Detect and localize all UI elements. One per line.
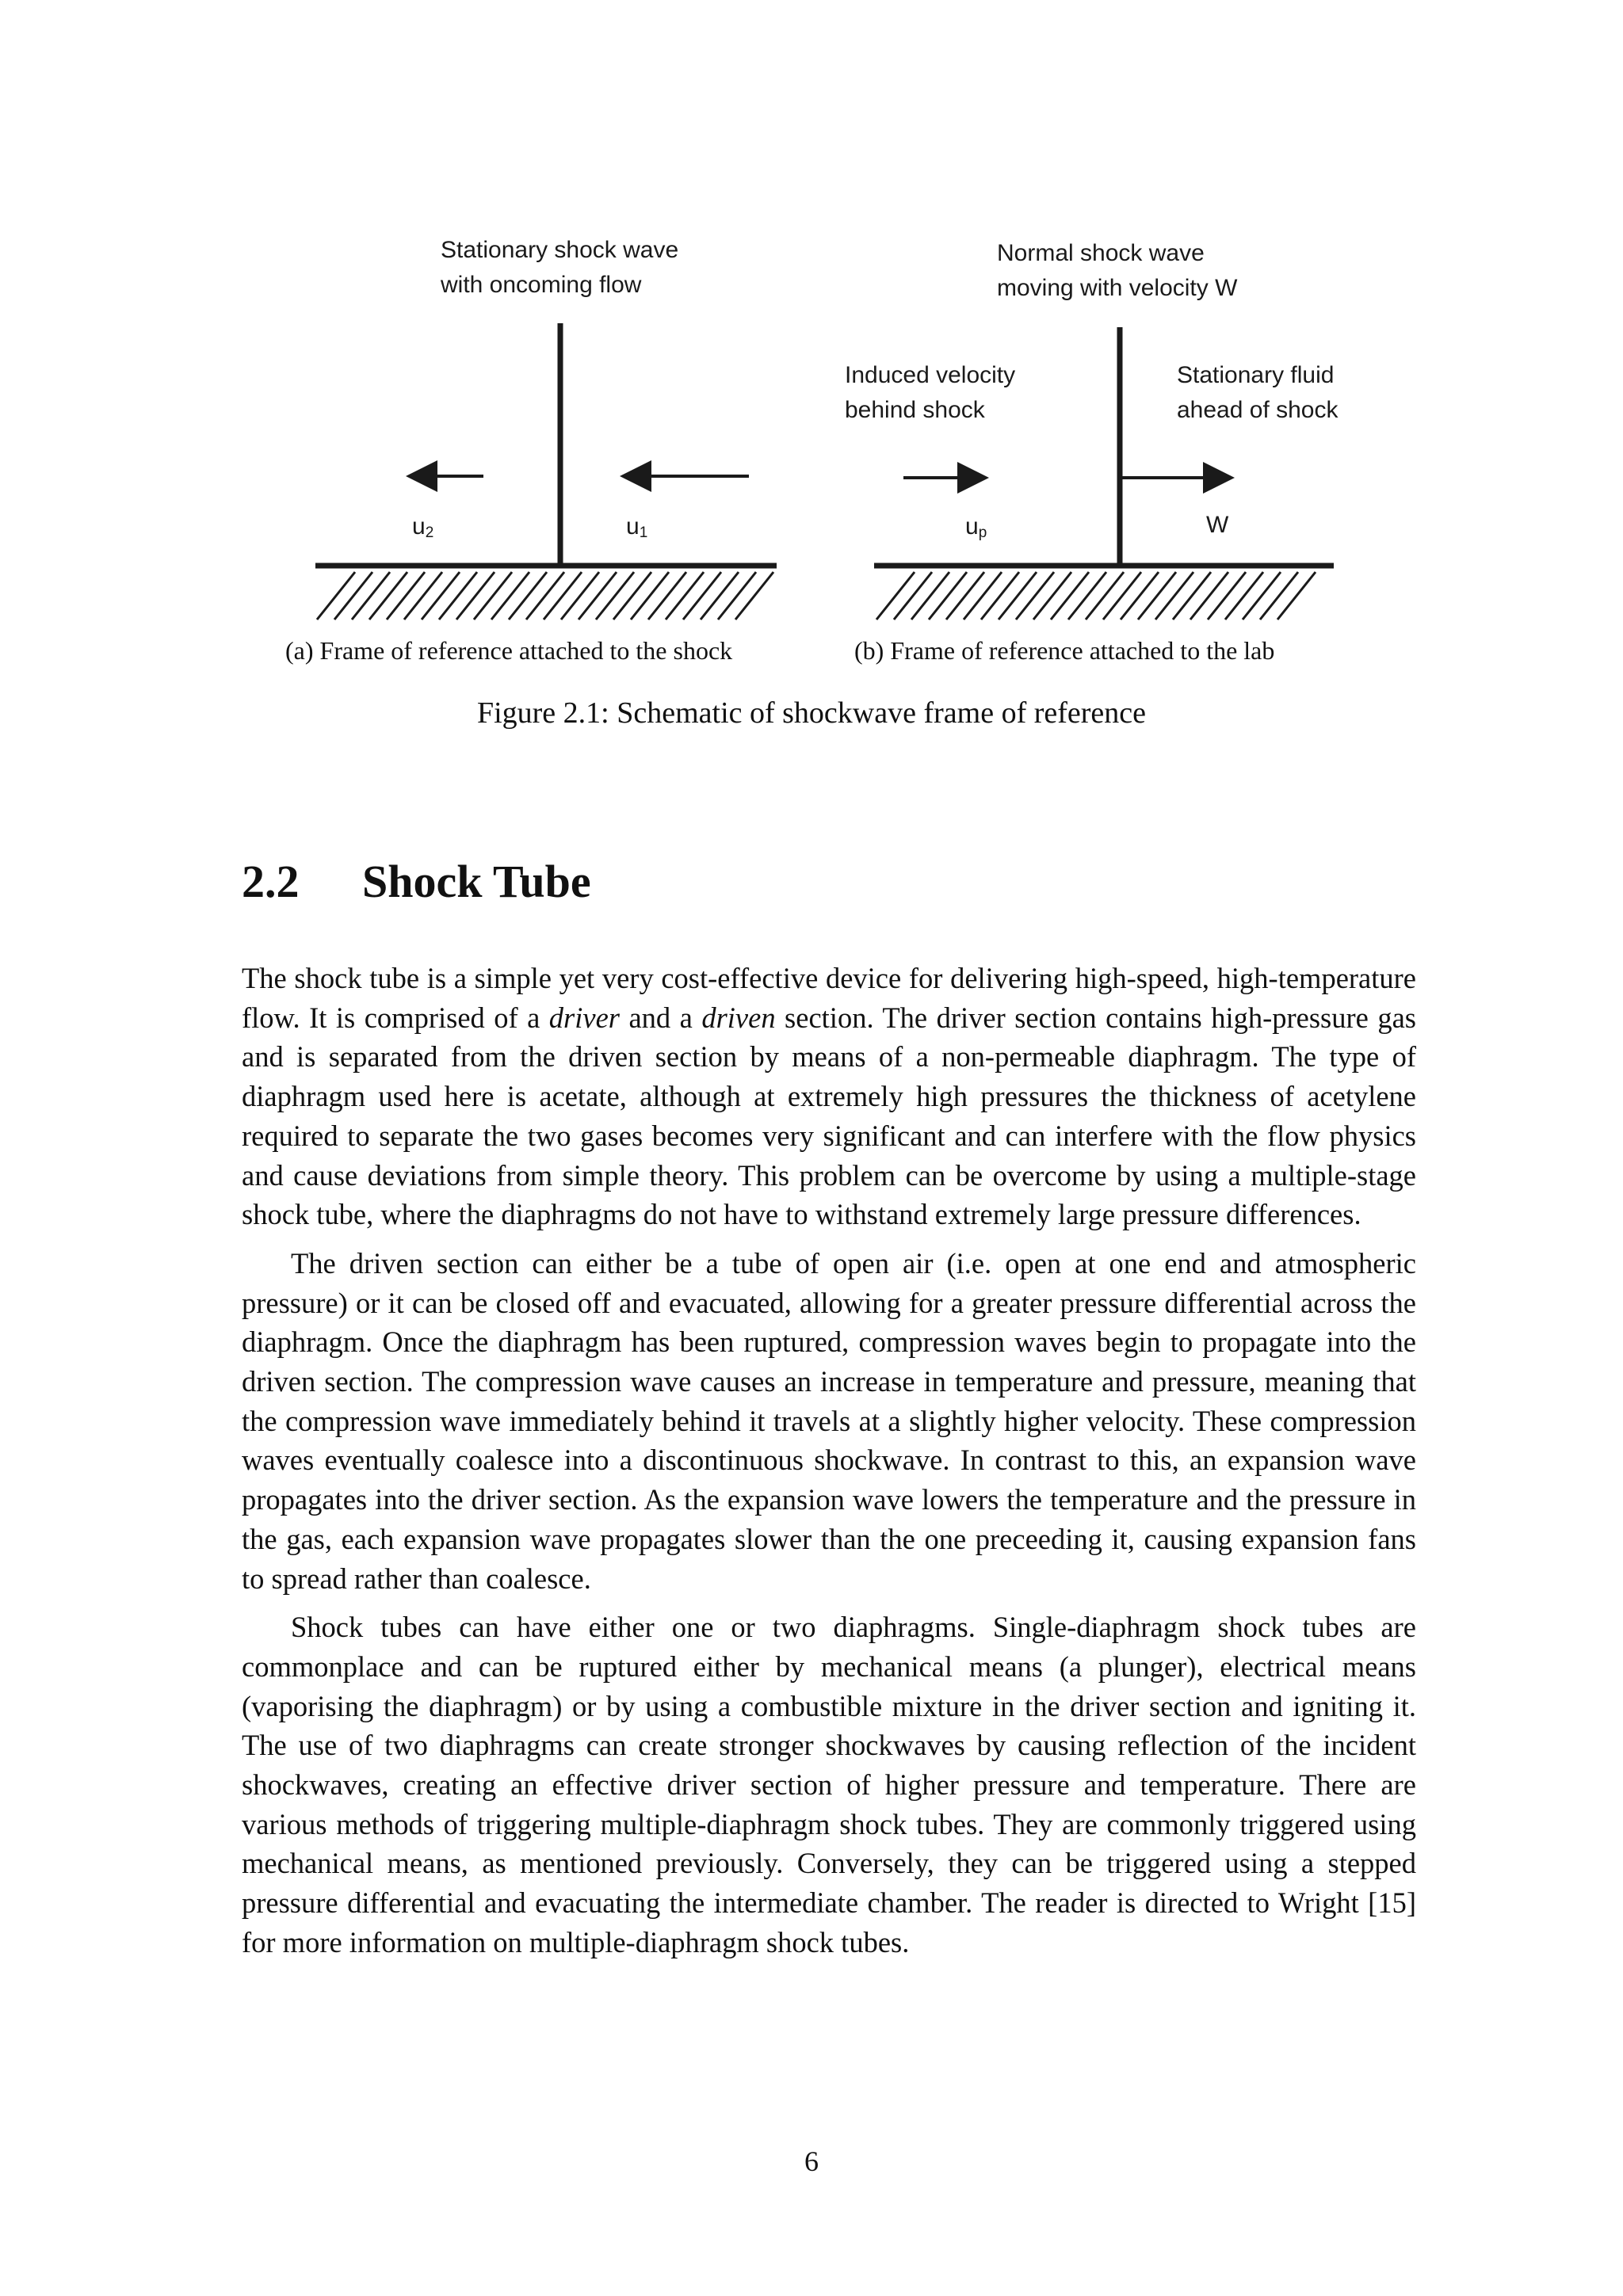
paragraph-3: Shock tubes can have either one or two diaphragms. Single-diaphragm shock tubes are commonplace and can be ruptured either by mechanical means (a plunger), electrical means (vaporising the diaphragm) or by using a combustible mixture in the driver section and igniting it. The use of two diaphragms can create stronger shockwaves by causing reflection of the incident shockwaves, creating an effective driver section of higher pressure and temperature. There are various methods of triggering multiple-diaphragm shock tubes. They are commonly triggered using mechanical means, as mentioned previously. Conversely, they can be triggered using a stepped pressure differential and evacuating the intermediate chamber. The reader is directed to Wright [15] for more information on multiple-diaphragm shock tubes.: [242, 1611, 1416, 1958]
hatch-mark: [369, 572, 407, 620]
subcaption-a: (a) Frame of reference attached to the shock: [285, 636, 733, 665]
hatch-mark: [876, 572, 915, 620]
body-text: [242, 959, 1416, 1972]
hatch-mark: [422, 572, 460, 620]
hatch-mark: [1208, 572, 1246, 620]
hatch-mark: [1155, 572, 1193, 620]
hatch-mark: [509, 572, 547, 620]
hatch-mark: [491, 572, 529, 620]
hatch-mark: [964, 572, 1002, 620]
hatch-mark: [561, 572, 599, 620]
label-u2: $u_2$: [412, 513, 434, 541]
hatch-mark: [613, 572, 651, 620]
hatch-mark: [718, 572, 756, 620]
hatch-mark: [1086, 572, 1124, 620]
hatch-mark: [1068, 572, 1106, 620]
label-stationary-fluid: Stationary fluid ahead of shock: [1177, 362, 1338, 423]
hatch-mark: [1051, 572, 1089, 620]
label-u1: $u_1$: [626, 513, 648, 541]
hatch-mark: [1103, 572, 1141, 620]
panel-a-title: Stationary shock wave with oncoming flow: [441, 237, 679, 298]
hatch-mark: [701, 572, 739, 620]
hatch-mark: [334, 572, 372, 620]
wall-hatch-b: [876, 572, 1316, 620]
hatch-mark: [579, 572, 617, 620]
hatch-mark: [456, 572, 495, 620]
paragraph-2: The driven section can either be a tube of open air (i.e. open at one end and atmospheric pressure) or it can be closed off and evacuated, allowing for a greater pressure differential across the diaphragm. Once the diaphragm has been ruptured, compression waves begin to propagate into the driven section. The compression wave causes an increase in temperature and pressure, meaning that the compression wave immediately behind it travels at a slightly higher velocity. These compression waves eventually coalesce into a discontinuous shockwave. In contrast to this, an expansion wave propagates into the driver section. As the expansion wave lowers the temperature and the pressure in the gas, each expansion wave propagates slower than the one preceeding it, causing expansion fans to spread rather than coalesce.: [242, 1246, 1416, 1595]
label-w: W: [1206, 512, 1229, 538]
hatch-mark: [666, 572, 704, 620]
hatch-mark: [1260, 572, 1298, 620]
hatch-mark: [683, 572, 721, 620]
shockwave-schematic: [0, 0, 1623, 776]
label-induced-velocity: Induced velocity behind shock: [845, 362, 1016, 423]
hatch-mark: [1225, 572, 1263, 620]
hatch-mark: [596, 572, 634, 620]
hatch-mark: [317, 572, 355, 620]
hatch-mark: [439, 572, 477, 620]
hatch-mark: [631, 572, 669, 620]
hatch-mark: [648, 572, 686, 620]
panel-a-diagram: [315, 323, 777, 620]
hatch-mark: [946, 572, 984, 620]
hatch-mark: [1243, 572, 1281, 620]
figure-caption: Figure 2.1: Schematic of shockwave frame of reference: [476, 696, 1147, 730]
hatch-mark: [999, 572, 1037, 620]
figure-2-1: [0, 0, 1623, 776]
section-title: Shock Tube: [362, 856, 591, 907]
hatch-mark: [1277, 572, 1316, 620]
hatch-mark: [1033, 572, 1071, 620]
hatch-mark: [352, 572, 390, 620]
subcaption-b: (b) Frame of reference attached to the lab: [854, 636, 1275, 665]
hatch-mark: [1121, 572, 1159, 620]
label-up: $u_p$: [965, 513, 987, 541]
hatch-mark: [894, 572, 932, 620]
hatch-mark: [387, 572, 425, 620]
hatch-mark: [404, 572, 442, 620]
panel-b-title: Normal shock wave moving with velocity W: [997, 240, 1238, 301]
section-heading: [242, 854, 591, 910]
page-number: 6: [804, 2145, 819, 2177]
section-number: 2.2: [242, 856, 300, 907]
hatch-mark: [1173, 572, 1211, 620]
hatch-mark: [911, 572, 949, 620]
wall-hatch-a: [317, 572, 773, 620]
paragraph-1: The shock tube is a simple yet very cost-effective device for delivering high-speed, high-temperature flow. It is comprised of a driver and a driven section. The driver section contains high-pressure gas and is separated from the driven section by means of a non-permeable diaphragm. The type of diaphragm used here is acetate, although at extremely high pressures the thickness of acetylene required to separate the two gases becomes very significant and can interfere with the flow physics and cause deviations from simple theory. This problem can be overcome by using a multiple-stage shock tube, where the diaphragms do not have to withstand extremely large pressure differences.: [242, 962, 1416, 1231]
hatch-mark: [735, 572, 773, 620]
hatch-mark: [929, 572, 967, 620]
hatch-mark: [526, 572, 564, 620]
hatch-mark: [1016, 572, 1054, 620]
hatch-mark: [981, 572, 1019, 620]
hatch-mark: [474, 572, 512, 620]
hatch-mark: [1138, 572, 1176, 620]
hatch-mark: [1190, 572, 1228, 620]
hatch-mark: [544, 572, 582, 620]
